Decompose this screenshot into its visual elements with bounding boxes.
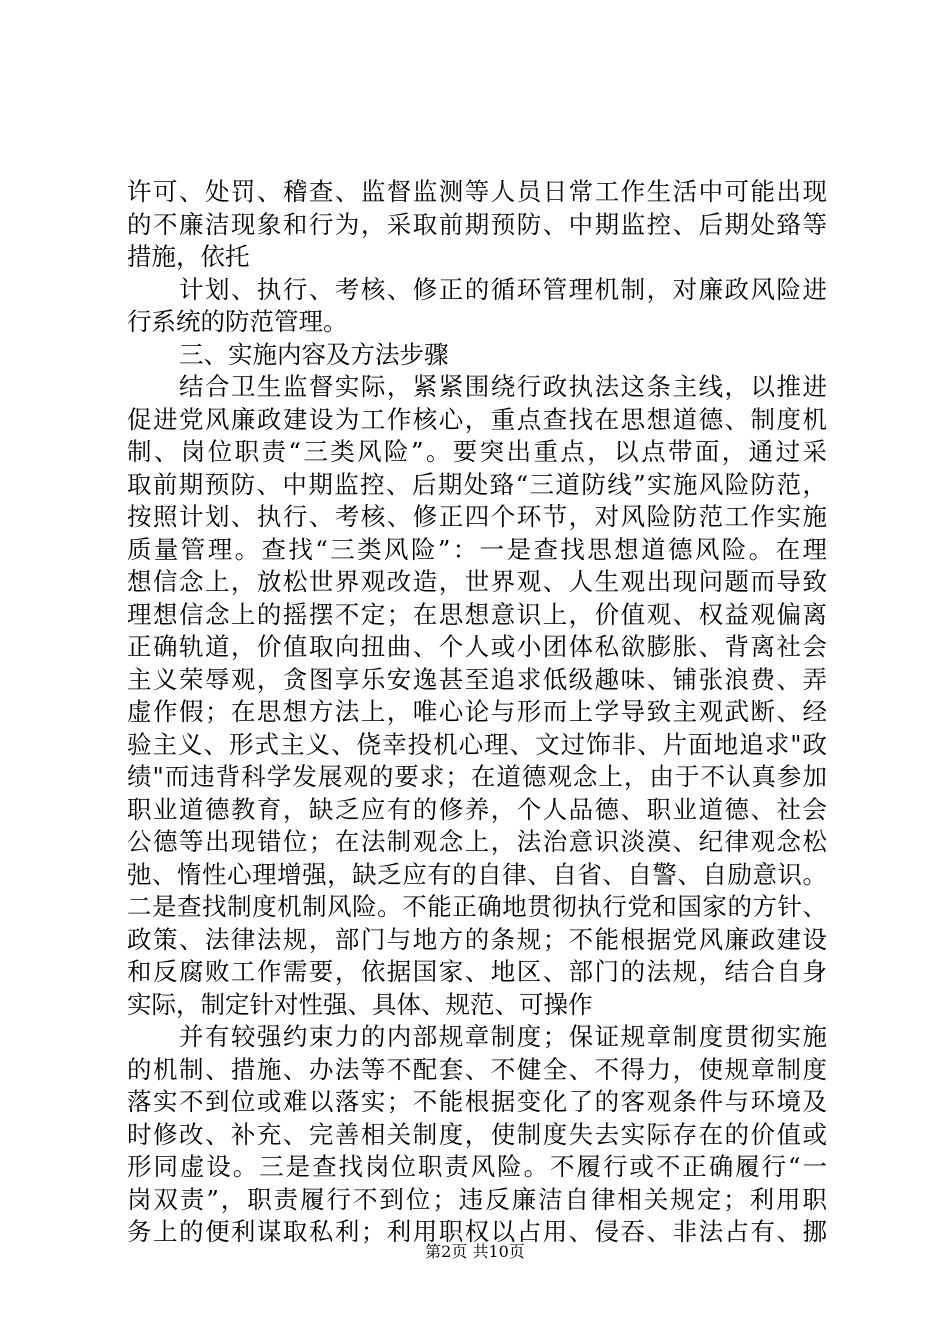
- section-heading: 三、实施内容及方法步骤: [179, 339, 449, 369]
- text-line: 二是查找制度机制风险。不能正确地贯彻执行党和国家的方针、: [127, 892, 827, 921]
- text-line: 验主义、形式主义、侥幸投机心理、文过饰非、片面地追求"政: [127, 729, 827, 759]
- text-line: 务上的便利谋取私利；利用职权以占用、侵吞、非法占有、挪: [127, 1217, 827, 1246]
- text-line: 主义荣辱观，贪图享乐安逸甚至追求低级趣味、铺张浪费、弄: [127, 664, 827, 694]
- page-number-footer: 第2页 共10页: [425, 1242, 525, 1261]
- text-line: 取前期预防、中期监控、后期处臵“三道防线”实施风险防范，: [127, 469, 827, 499]
- text-line: 并有较强约束力的内部规章制度；保证规章制度贯彻实施: [179, 1022, 827, 1051]
- text-line: 岗双责”，职责履行不到位；违反廉洁自律相关规定；利用职: [127, 1184, 827, 1214]
- text-line: 弛、惰性心理增强，缺乏应有的自律、自省、自警、自励意识。: [127, 859, 827, 889]
- text-line: 许可、处罚、稽查、监督监测等人员日常工作生活中可能出现: [127, 177, 827, 206]
- text-line: 计划、执行、考核、修正的循环管理机制，对廉政风险进: [179, 274, 827, 304]
- text-line: 形同虚设。三是查找岗位职责风险。不履行或不正确履行“一: [127, 1152, 827, 1181]
- text-line: 公德等出现错位；在法制观念上，法治意识淡漠、纪律观念松: [127, 827, 827, 856]
- text-line: 结合卫生监督实际，紧紧围绕行政执法这条主线，以推进: [179, 372, 827, 401]
- text-line: 绩"而违背科学发展观的要求；在道德观念上，由于不认真参加: [127, 762, 827, 791]
- text-line: 促进党风廉政建设为工作核心，重点查找在思想道德、制度机: [127, 404, 827, 434]
- text-line: 虚作假；在思想方法上，唯心论与形而上学导致主观武断、经: [127, 697, 827, 726]
- text-line: 措施，依托: [127, 242, 250, 271]
- text-line: 落实不到位或难以落实；不能根据变化了的客观条件与环境及: [127, 1087, 827, 1116]
- text-line: 职业道德教育，缺乏应有的修养，个人品德、职业道德、社会: [127, 794, 827, 824]
- body-text: [127, 176, 827, 1249]
- text-line: 行系统的防范管理。: [127, 307, 348, 336]
- text-line: 政策、法律法规，部门与地方的条规；不能根据党风廉政建设: [127, 924, 827, 954]
- text-line: 实际，制定针对性强、具体、规范、可操作: [127, 989, 593, 1019]
- text-line: 理想信念上的摇摆不定；在思想意识上，价值观、权益观偏离: [127, 599, 827, 629]
- text-line: 正确轨道，价值取向扭曲、个人或小团体私欲膨胀、背离社会: [127, 632, 827, 661]
- text-line: 时修改、补充、完善相关制度，使制度失去实际存在的价值或: [127, 1119, 827, 1149]
- text-line: 和反腐败工作需要，依据国家、地区、部门的法规，结合自身: [127, 957, 827, 986]
- text-line: 质量管理。查找“三类风险”：一是查找思想道德风险。在理: [127, 534, 827, 564]
- text-line: 的不廉洁现象和行为，采取前期预防、中期监控、后期处臵等: [127, 209, 827, 239]
- text-line: 制、岗位职责“三类风险”。要突出重点，以点带面，通过采: [127, 437, 827, 466]
- text-line: 按照计划、执行、考核、修正四个环节，对风险防范工作实施: [127, 502, 827, 531]
- text-line: 想信念上，放松世界观改造，世界观、人生观出现问题而导致: [127, 567, 827, 596]
- text-line: 的机制、措施、办法等不配套、不健全、不得力，使规章制度: [127, 1054, 827, 1084]
